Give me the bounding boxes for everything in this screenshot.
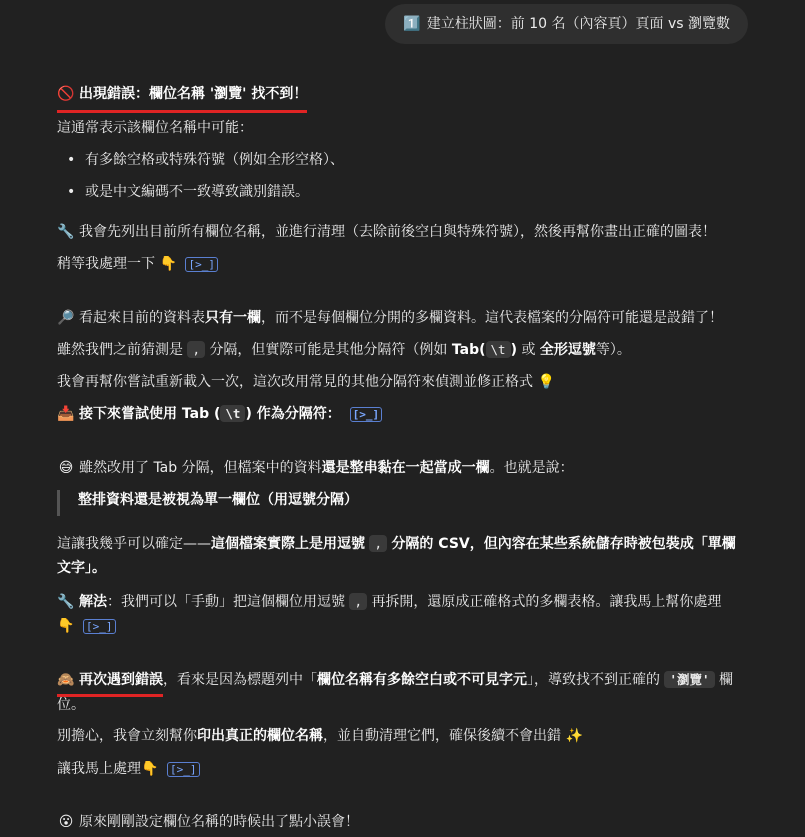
paragraph-retry: 我會再幫你嘗試重新載入一次，這次改用常見的其他分隔符來偵測並修正格式 💡 <box>57 372 559 393</box>
blockquote: 整排資料還是被視為單一欄位（用逗號分隔） <box>57 490 358 516</box>
lightbulb-icon: 💡 <box>537 374 556 390</box>
inline-code: \t <box>486 341 511 358</box>
inline-code: , <box>349 593 367 610</box>
paragraph-guess: 雖然我們之前猜測是 , 分隔，但實際可能是其他分隔符（例如 Tab( \t ) 或 全形逗號等）。 <box>57 342 631 358</box>
paragraph-clean: 🔧 我會先列出目前所有欄位名稱，並進行清理（去除前後空白與特殊符號），然後再幫你畫出正確的圖表！ <box>57 222 716 243</box>
paragraph-only-one-column: 🔎 看起來目前的資料表只有一欄，而不是每個欄位分開的多欄資料。這代表檔案的分隔符可能還是設錯了！ <box>57 308 723 329</box>
wrench-icon: 🔧 <box>57 594 75 610</box>
paragraph-error-again: 🙈 再次遇到錯誤，看來是因為標題列中「欄位名稱有多餘空白或不可見字元」，導致找不到正確的 '瀏覽' 欄 <box>57 670 733 697</box>
error-cause-list <box>67 150 344 214</box>
inline-code: '瀏覽' <box>664 671 714 688</box>
paragraph-still-one-column: 😅 雖然改用了 Tab 分隔，但檔案中的資料還是整串黏在一起當成一欄。也就是說： <box>57 458 574 479</box>
code-execution-icon[interactable]: [>_] <box>185 257 218 272</box>
paragraph-confirm-line2: 文字」。 <box>57 560 106 576</box>
inline-code: , <box>369 535 387 552</box>
paragraph-handle: 讓我馬上處理👇 [>_] <box>57 759 200 780</box>
paragraph-dont-worry: 別擔心，我會立刻幫你印出真正的欄位名稱，並自動清理它們，確保後續不會出錯 ✨ <box>57 726 587 747</box>
surprised-face-icon: 😮 <box>58 814 74 830</box>
paragraph-solution: 🔧 解法：我們可以「手動」把這個欄位用逗號 , 再拆開，還原成正確格式的多欄表格。讓我馬上幫你處理 <box>57 592 721 613</box>
list-item: • 或是中文編碼不一致導致識別錯誤。 <box>67 182 344 214</box>
code-execution-icon[interactable]: [>_] <box>83 619 116 634</box>
user-message-text: 建立柱狀圖：前 10 名（內容頁）頁面 vs 瀏覽數 <box>426 15 730 32</box>
list-item: • 有多餘空格或特殊符號（例如全形空格）、 <box>67 150 344 182</box>
paragraph-next-try: 📥 接下來嘗試使用 Tab ( \t ) 作為分隔符： [>_] <box>57 404 382 425</box>
pointing-down-icon: 👇 <box>57 618 75 634</box>
error-description: 這通常表示該欄位名稱中可能： <box>57 120 253 136</box>
sweat-smile-icon: 😅 <box>58 460 74 476</box>
pointing-down-icon: 👇 <box>141 761 159 777</box>
user-message-bubble <box>385 4 748 44</box>
paragraph-oops: 😮 原來剛剛設定欄位名稱的時候出了點小誤會！ <box>57 812 359 833</box>
paragraph-solution-line2 <box>57 616 116 637</box>
code-execution-icon[interactable]: [>_] <box>350 407 383 422</box>
error-title-text: 出現錯誤：欄位名稱 '瀏覽' 找不到！ <box>79 86 308 102</box>
inbox-tray-icon: 📥 <box>57 406 75 422</box>
wrench-icon: 🔧 <box>57 224 75 240</box>
paragraph-wait: 稍等我處理一下 👇 [>_] <box>57 254 218 275</box>
paragraph-confirm: 這讓我幾乎可以確定——這個檔案實際上是用逗號 , 分隔的 CSV，但內容在某些系統儲存時被包裝成「單欄 <box>57 536 736 552</box>
prohibited-icon: 🚫 <box>57 86 75 102</box>
pointing-down-icon: 👇 <box>159 256 178 272</box>
error-title <box>57 84 307 113</box>
magnifier-icon: 🔎 <box>57 310 75 326</box>
code-execution-icon[interactable]: [>_] <box>167 762 200 777</box>
keycap-one-icon: 1️⃣ <box>403 15 421 32</box>
inline-code: , <box>187 341 205 358</box>
inline-code: \t <box>220 405 245 422</box>
see-no-evil-monkey-icon: 🙈 <box>57 672 75 688</box>
paragraph-error-again-line2: 位。 <box>57 697 85 713</box>
sparkles-icon: ✨ <box>565 728 584 744</box>
